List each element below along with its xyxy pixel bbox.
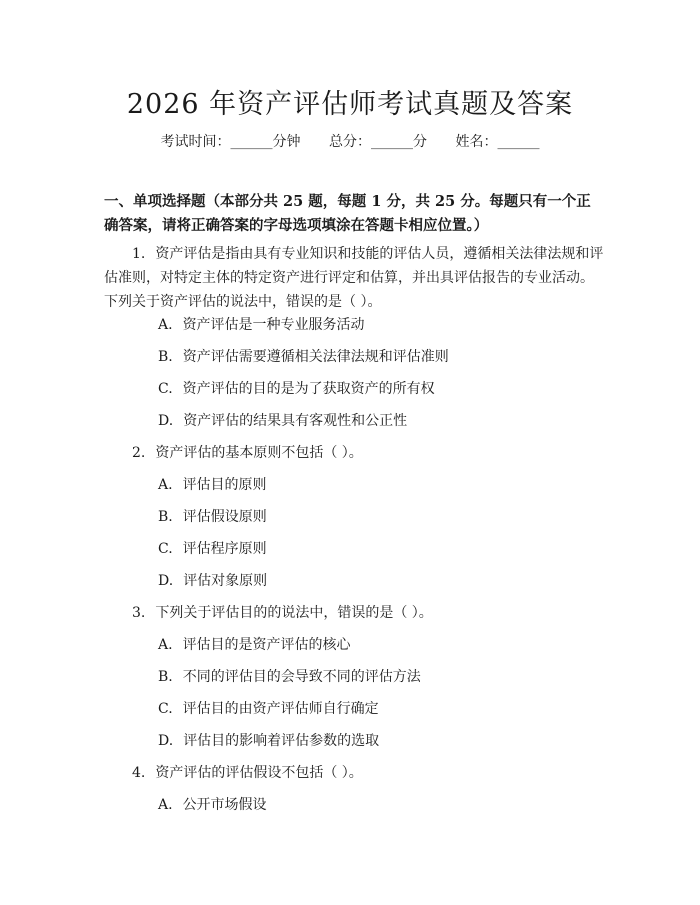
option-2d bbox=[158, 571, 267, 591]
option-text: 资产评估是一种专业服务活动 bbox=[182, 317, 365, 333]
option-letter: B. bbox=[158, 349, 173, 365]
option-letter: A. bbox=[158, 797, 173, 813]
option-letter: D. bbox=[158, 413, 174, 429]
option-letter: D. bbox=[158, 733, 174, 749]
page-title: 2026 年资产评估师考试真题及答案 bbox=[126, 89, 574, 120]
section-heading: 一、单项选择题（本部分共 25 题，每题 1 分，共 25 分。每题只有一个正确答案，请将正确答案的字母选项填涂在答题卡相应位置。） bbox=[104, 193, 591, 234]
option-letter: A. bbox=[158, 637, 173, 653]
option-letter: C. bbox=[158, 701, 173, 717]
option-letter: A. bbox=[158, 317, 173, 333]
option-3d bbox=[158, 731, 379, 751]
option-text: 评估目的由资产评估师自行确定 bbox=[182, 701, 379, 717]
question-1 bbox=[104, 242, 604, 314]
option-2b bbox=[158, 507, 267, 527]
question-number: 2. bbox=[132, 445, 146, 461]
option-3c bbox=[158, 699, 379, 719]
question-3 bbox=[104, 601, 604, 625]
question-4 bbox=[104, 761, 604, 785]
option-letter: C. bbox=[158, 381, 173, 397]
option-1c bbox=[158, 379, 435, 399]
question-number: 1. bbox=[132, 246, 146, 262]
option-letter: B. bbox=[158, 669, 173, 685]
option-text: 公开市场假设 bbox=[182, 797, 267, 813]
question-text: 资产评估的基本原则不包括（ ）。 bbox=[155, 445, 363, 461]
option-letter: C. bbox=[158, 541, 173, 557]
question-2 bbox=[104, 441, 604, 465]
option-2a bbox=[158, 475, 267, 495]
option-text: 不同的评估目的会导致不同的评估方法 bbox=[182, 669, 421, 685]
total-score-label: 总分：______分 bbox=[329, 134, 427, 150]
option-3a bbox=[158, 635, 351, 655]
option-3b bbox=[158, 667, 421, 687]
option-letter: B. bbox=[158, 509, 173, 525]
option-1d bbox=[158, 411, 407, 431]
question-number: 3. bbox=[132, 605, 146, 621]
option-1a bbox=[158, 315, 365, 335]
option-1b bbox=[158, 347, 449, 367]
option-text: 评估目的影响着评估参数的选取 bbox=[183, 733, 380, 749]
question-text: 资产评估的评估假设不包括（ ）。 bbox=[155, 765, 363, 781]
option-text: 评估目的是资产评估的核心 bbox=[182, 637, 351, 653]
exam-time-label: 考试时间：______分钟 bbox=[160, 134, 301, 150]
option-letter: A. bbox=[158, 477, 173, 493]
option-2c bbox=[158, 539, 267, 559]
option-text: 评估程序原则 bbox=[182, 541, 267, 557]
exam-meta bbox=[0, 131, 700, 151]
option-text: 评估假设原则 bbox=[182, 509, 267, 525]
option-text: 评估目的原则 bbox=[182, 477, 267, 493]
option-letter: D. bbox=[158, 573, 174, 589]
option-text: 资产评估的目的是为了获取资产的所有权 bbox=[182, 381, 435, 397]
option-text: 评估对象原则 bbox=[183, 573, 268, 589]
option-text: 资产评估需要遵循相关法律法规和评估准则 bbox=[182, 349, 449, 365]
option-text: 资产评估的结果具有客观性和公正性 bbox=[183, 413, 408, 429]
question-number: 4. bbox=[132, 765, 146, 781]
name-label: 姓名：______ bbox=[455, 134, 540, 150]
question-text: 下列关于评估目的的说法中，错误的是（ ）。 bbox=[155, 605, 433, 621]
option-4a bbox=[158, 795, 267, 815]
question-text: 资产评估是指由具有专业知识和技能的评估人员，遵循相关法律法规和评估准则，对特定主体的特定资产进行评定和估算，并出具评估报告的专业活动。下列关于资产评估的说法中，错误的是（ ）。 bbox=[104, 246, 604, 310]
